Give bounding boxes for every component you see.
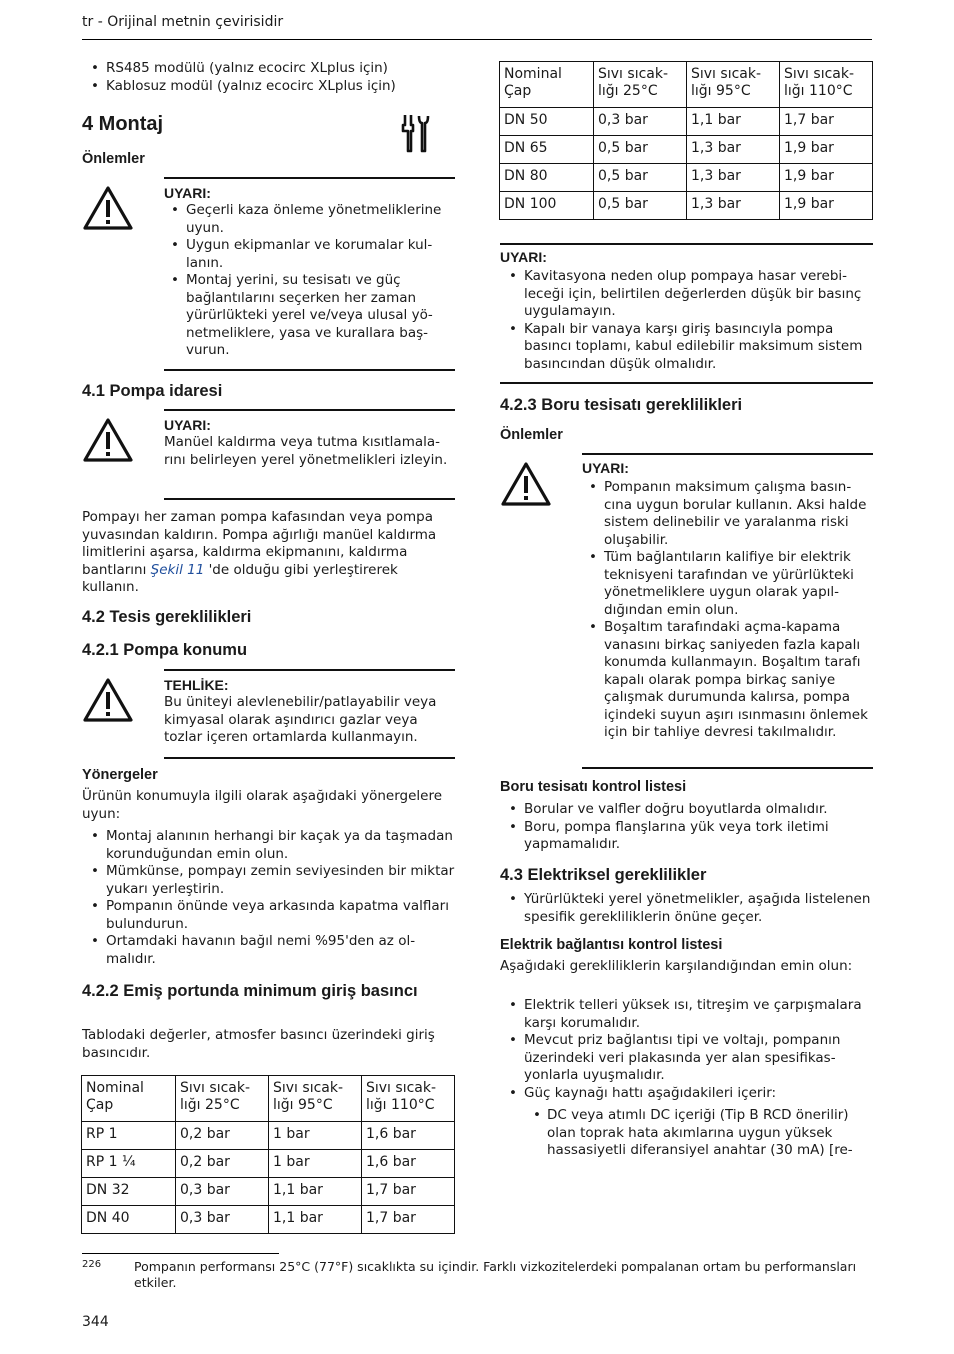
warning-box-pressure [500,243,873,385]
warning-triangle-icon [500,461,552,507]
section-4-3-title: 4.3 Elektriksel gereklilikler [500,866,707,884]
table-row [82,1178,455,1206]
warning-top-rule [582,453,873,455]
table-cell: RP 1 [82,1122,176,1150]
table-header-cell: Sıvı sıcaklığı 110°C [780,62,873,108]
table-header-cell: Sıvı sıcaklığı 95°C [687,62,780,108]
electrical-sublist [527,1107,875,1160]
table-cell: 1 bar [269,1150,362,1178]
list-item: • Geçerli kaza önleme yönetmeliklerine uyun. [162,202,455,237]
section-4-2-1-title: 4.2.1 Pompa konumu [82,641,248,659]
piping-checklist-heading: Boru tesisatı kontrol listesi [500,779,687,795]
table-row [82,1122,455,1150]
page-number: 344 [82,1314,109,1330]
list-item: • Uygun ekipmanlar ve korumalar kullanın. [162,237,455,272]
list-item: • Ortamdaki havanın bağıl nemi %95'den az olmalıdır. [82,933,455,968]
list-item: • Montaj yerini, su tesisatı ve güç bağlantılarını seçerken her zaman yürürlükteki yerel ve/veya ulusal yönetmeliklere, yasa ve kurallara başvurun. [162,272,455,360]
header-rule [82,39,872,40]
table-row [500,192,873,220]
precautions-heading: Önlemler [500,427,563,443]
guidelines-list [82,828,455,968]
table-cell: DN 65 [500,136,594,164]
table-cell: 0,2 bar [176,1122,269,1150]
warning-title: UYARI: [582,460,629,476]
warning-bottom-rule [164,369,455,371]
warning-title: UYARI: [164,185,211,201]
piping-checklist [500,801,873,854]
table-cell: 1,1 bar [269,1178,362,1206]
table-cell: 1,9 bar [780,136,873,164]
danger-top-rule [164,669,455,671]
warning-top-rule [500,243,873,245]
table-cell: 1,1 bar [269,1206,362,1234]
list-item: • Mümkünse, pompayı zemin seviyesinden bir miktar yukarı yerleştirin. [82,863,455,898]
list-item: • Kavitasyona neden olup pompaya hasar verebileceği için, belirtilen değerlerden düşük bir basınç uygulamayın. [500,268,873,321]
inlet-pressure-table-1 [81,1075,455,1234]
footnote-rule [82,1253,279,1254]
list-item: • Güç kaynağı hattı aşağıdakileri içerir: [500,1085,873,1103]
table-cell: 1,3 bar [687,192,780,220]
table-header-cell: Sıvı sıcaklığı 25°C [176,1076,269,1122]
warning-box-installation [82,177,455,372]
table-cell: 0,5 bar [594,164,687,192]
table-row [82,1206,455,1234]
electrical-checklist-intro: Aşağıdaki gerekliliklerin karşılandığından emin olun: [500,958,853,974]
table-cell: 1,9 bar [780,192,873,220]
warning-triangle-icon [82,677,134,723]
table-cell: 1,1 bar [687,108,780,136]
footnote-text: Pompanın performansı 25°C (77°F) sıcaklıkta su içindir. Farklı vizkozitelerdeki pompalanan ortam bu performansları etkiler. [134,1259,857,1290]
handling-paragraph: Pompayı her zaman pompa kafasından veya pompa yuvasından kaldırın. Pompa ağırlığı manüel kaldırma limitlerini aşarsa, kaldırma ekipmanını, kaldırma bantlarını Şekil 11 'de olduğu gibi yerleştirerek kullanın. [82,509,437,595]
section-4-2-title: 4.2 Tesis gereklilikleri [82,608,252,626]
table-cell: 0,3 bar [176,1206,269,1234]
table-row [82,1150,455,1178]
danger-bottom-rule [164,757,455,759]
section-4-2-2-title: 4.2.2 Emiş portunda minimum giriş basıncı [82,982,418,1000]
list-item: • Montaj alanının herhangi bir kaçak ya da taşmadan korunduğundan emin olun. [82,828,455,863]
list-item: • Elektrik telleri yüksek ısı, titreşim ve çarpışmalara karşı korumalıdır. [500,997,873,1032]
section-4-title: 4 Montaj [82,113,164,135]
table-cell: RP 1 ¼ [82,1150,176,1178]
table-cell: 0,5 bar [594,192,687,220]
table-cell: 0,3 bar [176,1178,269,1206]
table-header-cell: Sıvı sıcaklığı 95°C [269,1076,362,1122]
top-bullet-list [82,60,455,95]
table-cell: 1,7 bar [780,108,873,136]
table-header-row [500,62,873,108]
danger-title: TEHLİKE: [164,677,229,693]
warning-title: UYARI: [500,249,547,265]
table-header-cell: Nominal Çap [82,1076,176,1122]
list-item: • Yürürlükteki yerel yönetmelikler, aşağıda listelenen spesifik gerekliliklerin önüne geçer. [500,891,873,926]
table-cell: 1,9 bar [780,164,873,192]
list-item: • Pompanın önünde veya arkasında kapatma valfları bulundurun. [82,898,455,933]
table-cell: 0,3 bar [594,108,687,136]
list-item: • RS485 modülü (yalnız ecocirc XLplus için) [82,60,455,78]
warning-bottom-rule [500,382,873,384]
warning-triangle-icon [82,185,134,231]
warning-text: Manüel kaldırma veya tutma kısıtlamalarını belirleyen yerel yönetmelikleri izleyin. [164,434,448,468]
table-cell: DN 100 [500,192,594,220]
list-item: • Boru, pompa flanşlarına yük veya tork iletimi yapmamalıdır. [500,819,873,854]
list-item: • Tüm bağlantıların kalifiye bir elektrik teknisyeni tarafından ve yürürlükteki yönetmeliklere uygun olarak yapıldığından emin olun. [580,549,873,619]
danger-text: Bu üniteyi alevlenebilir/patlayabilir veya kimyasal olarak aşındırıcı gazlar veya tozlar içeren ortamlarda kullanmayın. [164,694,437,745]
warning-bottom-rule [582,767,873,769]
table-cell: 0,5 bar [594,136,687,164]
table-cell: DN 40 [82,1206,176,1234]
list-item: • Boşaltım tarafındaki açma-kapama vanasını birkaç saniyeden fazla kapalı konumda kullanmayın. Boşaltım tarafı kapalı olarak pompa birkaç saniye çalışmak durumunda kalırsa, pompa içindeki suyun aşırı ısınmasını önlemek için bir tahliye devresi takılmalıdır. [580,619,873,742]
warning-box-handling [82,409,455,501]
table-row [500,164,873,192]
table-cell: 1,3 bar [687,164,780,192]
table-header-row [82,1076,455,1122]
electrical-checklist [500,997,873,1102]
figure-link[interactable]: Şekil 11 [150,561,205,578]
inlet-pressure-table-2 [499,61,873,220]
table-cell: 1,7 bar [362,1178,455,1206]
table-header-cell: Nominal Çap [500,62,594,108]
table-row [500,108,873,136]
list-item: • Borular ve valfler doğru boyutlarda olmalıdır. [500,801,873,819]
footnote-number: 226 [82,1259,102,1270]
electrical-requirements-list [500,891,873,926]
list-item: • Mevcut priz bağlantısı tipi ve voltajı, pompanın üzerindeki veri plakasında yer alan spesifikasyonlarla uyuşmalıdır. [500,1032,873,1085]
table-row [500,136,873,164]
table-header-cell: Sıvı sıcaklığı 110°C [362,1076,455,1122]
list-item: • Kapalı bir vanaya karşı giriş basıncıyla pompa basıncı toplamı, kabul edilebilir maksimum sistem basıncından düşük olmalıdır. [500,321,873,374]
table-cell: 1,3 bar [687,136,780,164]
guidelines-heading: Yönergeler [82,767,158,783]
warning-bottom-rule [164,498,455,500]
list-item: • DC veya atımlı DC içeriği (Tip B RCD önerilir) olan toprak hata akımlarına uygun yüksek hassasiyetli diferansiyel anahtar (30 mA) [re- [527,1107,875,1160]
section-4-1-title: 4.1 Pompa idaresi [82,382,223,400]
warning-top-rule [164,409,455,411]
running-header: tr - Orijinal metnin çevirisidir [82,14,284,30]
table-cell: 0,2 bar [176,1150,269,1178]
list-item: • Pompanın maksimum çalışma basıncına uygun borular kullanın. Aksi halde sistem delinebilir ve yaralanma riski oluşabilir. [580,479,873,549]
list-item: • Kablosuz modül (yalnız ecocirc XLplus için) [82,78,455,96]
warning-top-rule [164,177,455,179]
table-cell: 1,6 bar [362,1150,455,1178]
warning-title: UYARI: [164,417,211,433]
precautions-heading: Önlemler [82,151,145,167]
table-cell: 1,7 bar [362,1206,455,1234]
table-header-cell: Sıvı sıcaklığı 25°C [594,62,687,108]
guidelines-intro: Ürünün konumuyla ilgili olarak aşağıdaki yönergelere uyun: [82,788,443,822]
danger-box-location [82,669,455,761]
table-cell: 1 bar [269,1122,362,1150]
table-cell: DN 50 [500,108,594,136]
warning-box-piping [500,453,873,771]
electrical-checklist-heading: Elektrik bağlantısı kontrol listesi [500,937,723,953]
tools-icon [400,113,430,153]
table-cell: DN 32 [82,1178,176,1206]
warning-triangle-icon [82,417,134,463]
table-cell: DN 80 [500,164,594,192]
table-cell: 1,6 bar [362,1122,455,1150]
section-4-2-3-title: 4.2.3 Boru tesisatı gereklilikleri [500,396,743,414]
pressure-intro: Tablodaki değerler, atmosfer basıncı üzerindeki giriş basıncıdır. [82,1027,435,1061]
